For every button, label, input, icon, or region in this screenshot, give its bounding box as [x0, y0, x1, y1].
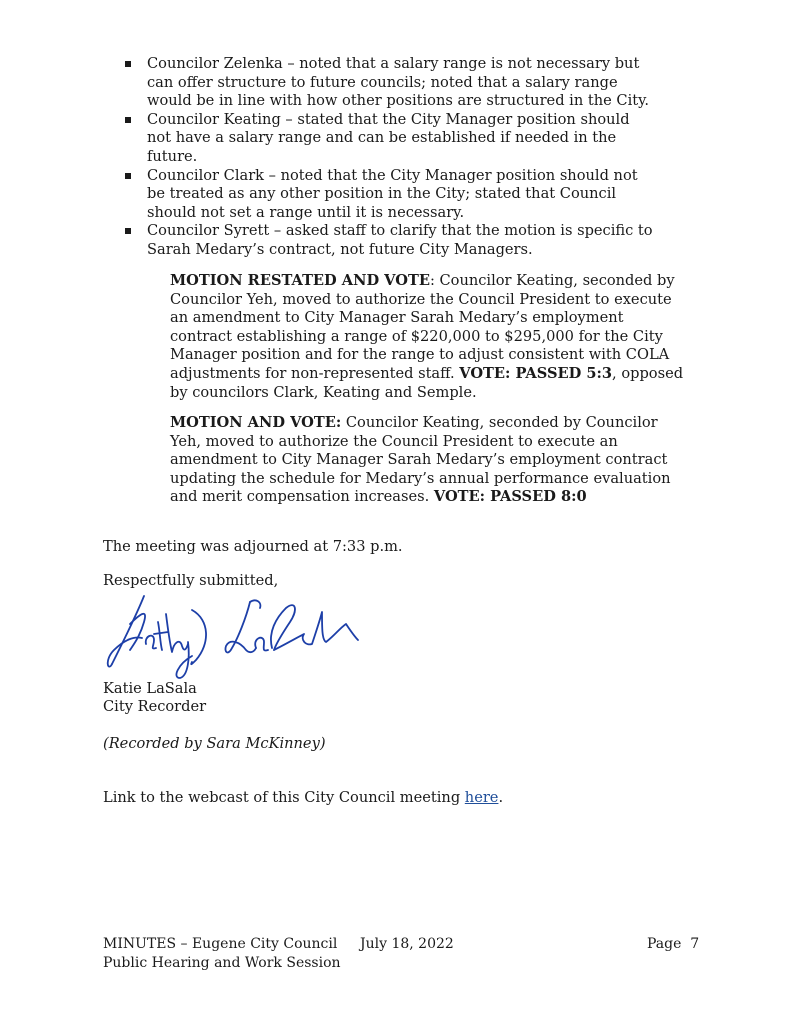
webcast-line: [103, 789, 503, 808]
list-item: Councilor Syrett – asked staff to clarify that the motion is specific to Sarah Medary’s contract, not future City Managers.: [123, 222, 658, 259]
webcast-link[interactable]: here: [464, 789, 499, 806]
respectfully-submitted-text: Respectfully submitted,: [103, 572, 279, 589]
footer-title-line2: Public Hearing and Work Session: [103, 954, 341, 971]
recorded-by-text: (Recorded by Sara McKinney): [103, 735, 326, 752]
footer-title-line1: MINUTES – Eugene City Council: [103, 936, 338, 952]
square-bullet-icon: [125, 228, 131, 234]
motion-vote-paragraph: [170, 414, 690, 507]
signer-name: Katie LaSala: [103, 680, 197, 697]
signer-title: City Recorder: [103, 698, 207, 715]
square-bullet-icon: [125, 117, 131, 123]
webcast-prefix: Link to the webcast of this City Council meeting: [103, 789, 465, 806]
list-item: Councilor Clark – noted that the City Manager position should not be treated as any other position in the City; stated that Council should not set a range until it is necessary.: [123, 167, 658, 223]
motion-body: Councilor Keating, seconded by Councilor Yeh, moved to authorize the Council President to execute an amendment to City Manager Sarah Medary’s employment contract updating the schedule for Medary’s annual performance evaluation and merit compensation increases.: [170, 414, 671, 506]
motion-body: : Councilor Keating, seconded by Councilor Yeh, moved to authorize the Council President to execute an amendment to City Manager Sarah Medary’s employment contract establishing a range of $220,000 to $295,000 for the City Manager position and for the range to adjust consistent with COLA adjustments for non-represented staff.: [170, 272, 675, 382]
vote-result: VOTE: PASSED 8:0: [433, 488, 587, 506]
footer-date: July 18, 2022: [360, 936, 454, 952]
motion-tail: , opposed by councilors Clark, Keating and Semple.: [170, 364, 684, 401]
motion-restated-paragraph: [170, 272, 690, 402]
motion-heading: MOTION AND VOTE:: [170, 414, 342, 431]
footer-title: [103, 935, 341, 972]
list-item: Councilor Keating – stated that the City Manager position should not have a salary range and can be established if needed in the future.: [123, 111, 658, 167]
square-bullet-icon: [125, 61, 131, 67]
motion-heading: MOTION RESTATED AND VOTE: [170, 272, 430, 289]
square-bullet-icon: [125, 173, 131, 179]
councilor-comments-list: [123, 55, 658, 260]
webcast-suffix: .: [498, 789, 504, 806]
list-item: Councilor Zelenka – noted that a salary range is not necessary but can offer structure to future councils; noted that a salary range would be in line with how other positions are structured in the City.: [123, 55, 658, 111]
page-number: Page 7: [647, 936, 700, 952]
handwritten-signature: [100, 588, 360, 680]
vote-result: VOTE: PASSED 5:3: [459, 364, 613, 382]
adjournment-text: The meeting was adjourned at 7:33 p.m.: [103, 538, 403, 555]
